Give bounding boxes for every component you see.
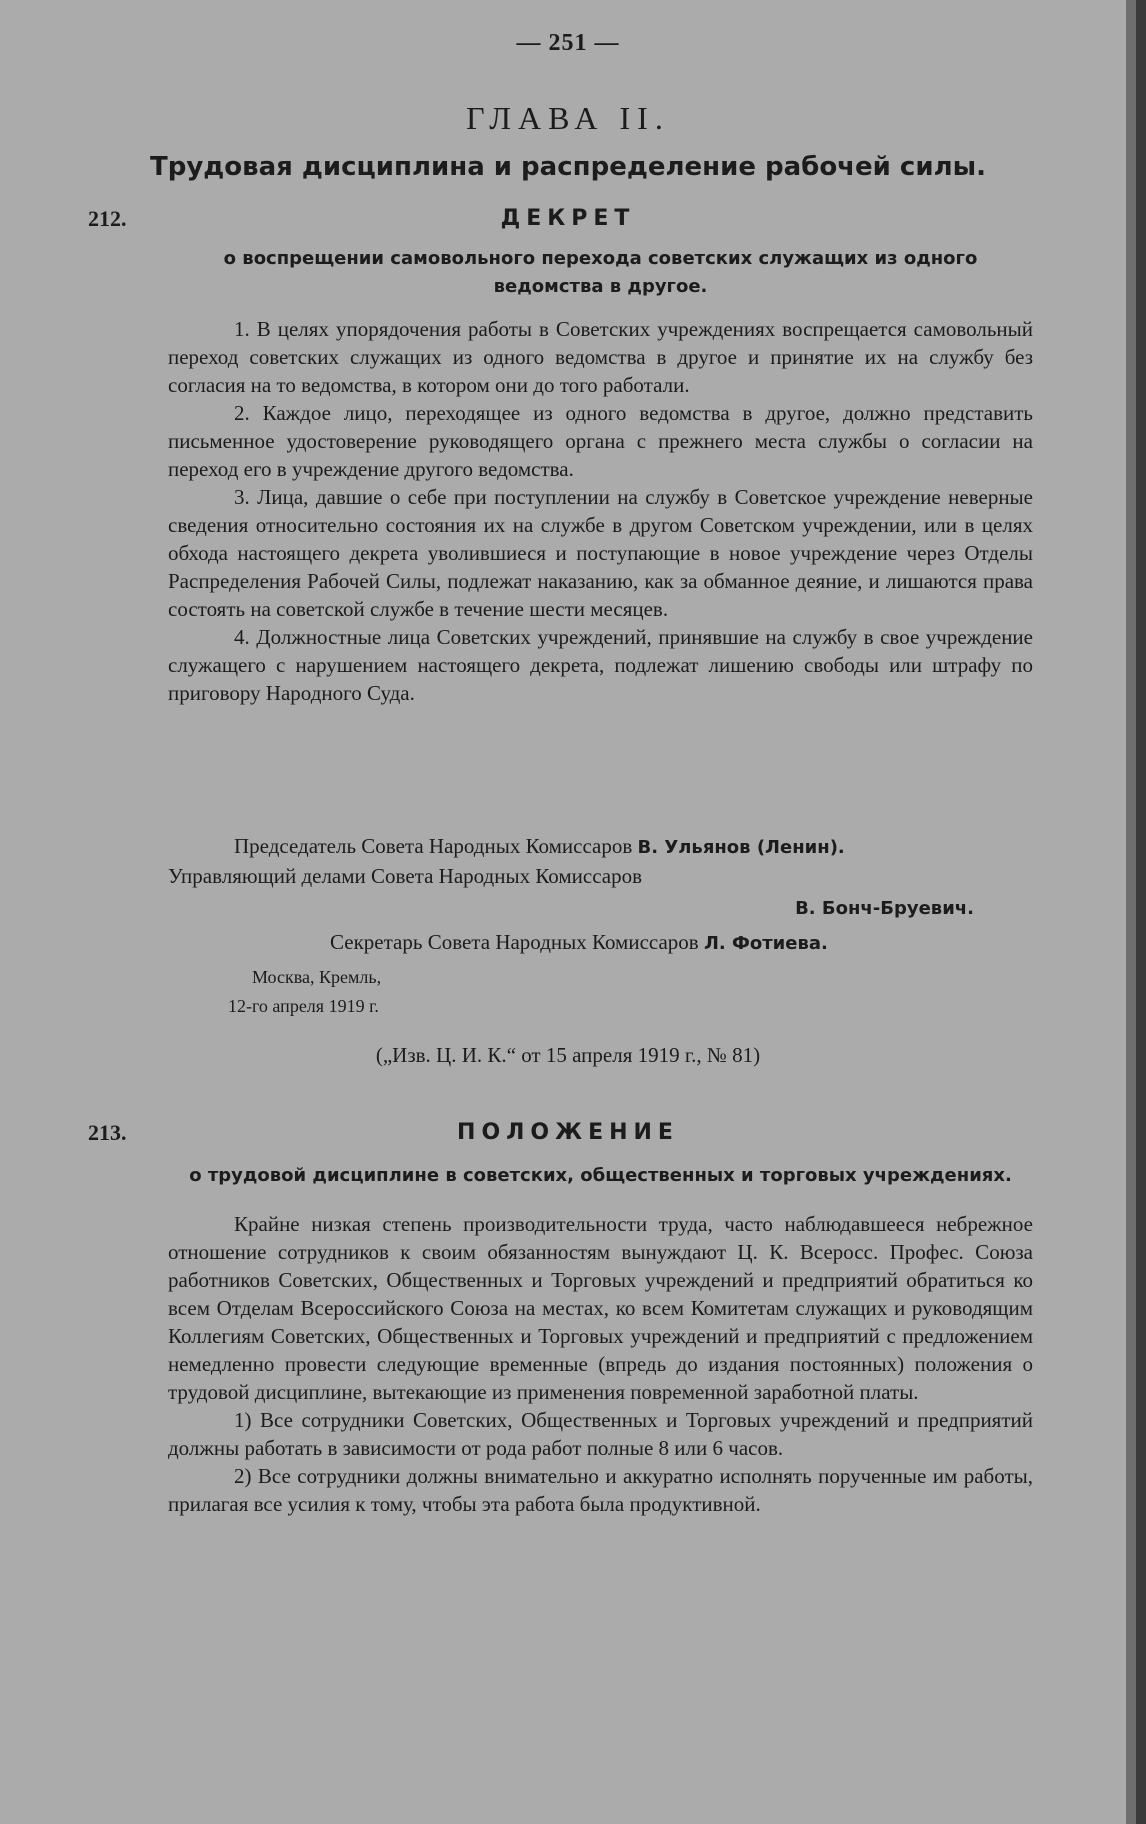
place: Москва, Кремль, [252, 967, 382, 987]
signature-secretary [330, 928, 828, 958]
doc213-paragraph-3: 2) Все сотрудники должны внимательно и аккуратно исполнять порученные им работы, прилагая все усилия к тому, чтобы эта работа была продуктивной. [168, 1464, 1033, 1516]
doc213-paragraph-1: Крайне низкая степень производительности труда, часто наблюдавшееся небрежное отношение сотрудников к своим обязанностям вынуждают Ц. К. Всеросс. Профес. Союза работников Советских, Общественных и Торговых учреждений и предприятий обратиться ко всем Отделам Всероссийского Союза на местах, ко всем Комитетам служащих и руководящим Коллегиям Советских, Общественных и Торговых учреждений и предприятий с предложением немедленно провести следующие временные (впредь до издания постоянных) положения о трудовой дисциплине, вытекающие из применения повременной заработной платы. [168, 1212, 1033, 1404]
chapter-heading: ГЛАВА II. [466, 100, 670, 136]
doc213-title: о трудовой дисциплине в советских, общественных и торговых учреждениях. [189, 1165, 1012, 1186]
doc212-source: („Изв. Ц. И. К.“ от 15 апреля 1919 г., № 81) [375, 1043, 761, 1067]
signature-manager [795, 893, 974, 923]
page-edge [1126, 0, 1136, 1824]
doc212-type: ДЕКРЕТ [500, 206, 636, 231]
chapter-title: Трудовая дисциплина и распределение рабочей силы. [149, 152, 986, 182]
doc212-title: о воспрещении самовольного перехода советских служащих из одного ведомства в другое. [223, 248, 978, 297]
doc213-paragraph-2: 1) Все сотрудники Советских, Общественных и Торговых учреждений и предприятий должны работать в зависимости от рода работ полные 8 или 6 часов. [168, 1408, 1033, 1460]
signature-chair [234, 832, 845, 862]
page-number: — 251 — [516, 30, 620, 56]
manager-name: В. Бонч-Бруевич. [795, 898, 974, 919]
doc213-type: ПОЛОЖЕНИЕ [457, 1120, 679, 1145]
doc212-body [168, 315, 1033, 707]
doc213-number: 213. [88, 1120, 127, 1145]
manager-title: Управляющий делами Совета Народных Комиссаров [168, 864, 643, 888]
doc212-paragraph-2: 2. Каждое лицо, переходящее из одного ведомства в другое, должно представить письменное удостоверение руководящего органа с прежнего места службы о согласии на переход его в учреждение другого ведомства. [168, 401, 1033, 481]
secretary-name: Л. Фотиева. [703, 933, 828, 954]
doc213-body [168, 1210, 1033, 1518]
chair-name: В. Ульянов (Ленин). [637, 837, 845, 858]
doc212-paragraph-3: 3. Лица, давшие о себе при поступлении на службу в Советское учреждение неверные сведения относительно состояния их на службе в другом Советском учреждении, или в целях обхода настоящего декрета уволившиеся и поступающие в новое учреждение через Отделы Распределения Рабочей Силы, подлежат наказанию, как за обманное деяние, и лишаются права состоять на советской службе в течение шести месяцев. [168, 485, 1033, 621]
chair-title: Председатель Совета Народных Комиссаров [234, 834, 633, 858]
doc212-paragraph-1: 1. В целях упорядочения работы в Советских учреждениях воспрещается самовольный переход советских служащих из одного ведомства в другое и принятие их на службу без согласия на то ведомства, в котором они до того работали. [168, 317, 1033, 397]
doc212-paragraph-4: 4. Должностные лица Советских учреждений, принявшие на службу в свое учреждение служащего с нарушением настоящего декрета, подлежат лишению свободы или штрафу по приговору Народного Суда. [168, 625, 1033, 705]
doc212-number: 212. [88, 206, 127, 231]
secretary-title: Секретарь Совета Народных Комиссаров [330, 930, 699, 954]
date: 12-го апреля 1919 г. [228, 996, 379, 1016]
